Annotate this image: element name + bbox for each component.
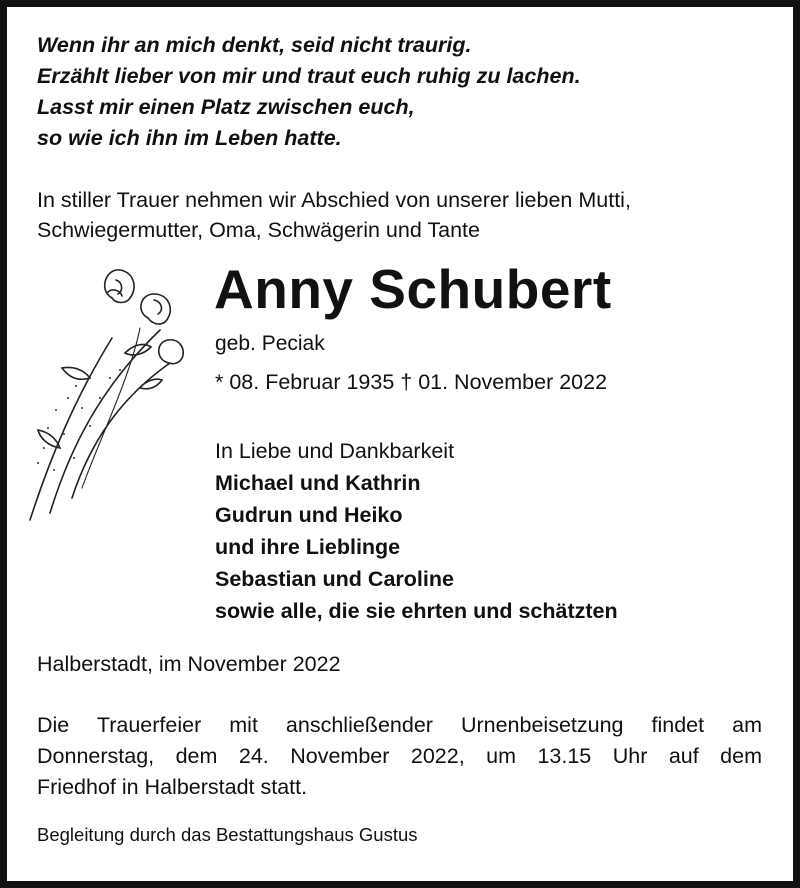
mourner-line: Michael und Kathrin bbox=[215, 471, 421, 495]
intro-line: Schwiegermutter, Oma, Schwägerin und Tante bbox=[37, 218, 480, 242]
ceremony-line: Donnerstag, dem 24. November 2022, um 13.15 Uhr auf dem bbox=[37, 744, 762, 768]
poem-line: Wenn ihr an mich denkt, seid nicht traurig. bbox=[37, 33, 472, 57]
maiden-name: geb. Peciak bbox=[215, 332, 325, 355]
mourner-line: Gudrun und Heiko bbox=[215, 503, 403, 527]
mourner-line: Sebastian und Caroline bbox=[215, 567, 454, 591]
mourners bbox=[215, 435, 618, 627]
life-dates: * 08. Februar 1935 † 01. November 2022 bbox=[215, 370, 608, 394]
place-date: Halberstadt, im November 2022 bbox=[37, 652, 341, 676]
mourner-line: sowie alle, die sie ehrten und schätzten bbox=[215, 599, 618, 623]
intro-line: In stiller Trauer nehmen wir Abschied von unserer lieben Mutti, bbox=[37, 188, 631, 212]
poem-line: Erzählt lieber von mir und traut euch ruhig zu lachen. bbox=[37, 64, 581, 88]
ceremony-info bbox=[37, 710, 762, 803]
intro-text bbox=[37, 185, 767, 245]
mourners-intro: In Liebe und Dankbarkeit bbox=[215, 439, 455, 463]
deceased-name: Anny Schubert bbox=[214, 258, 612, 320]
poem-line: so wie ich ihn im Leben hatte. bbox=[37, 126, 342, 150]
ceremony-line: Die Trauerfeier mit anschließender Urnenbeisetzung findet am bbox=[37, 713, 762, 737]
rose-icon bbox=[20, 258, 200, 528]
funeral-home: Begleitung durch das Bestattungshaus Gustus bbox=[37, 824, 418, 845]
poem bbox=[37, 30, 757, 154]
mourner-line: und ihre Lieblinge bbox=[215, 535, 401, 559]
ceremony-line: Friedhof in Halberstadt statt. bbox=[37, 775, 308, 799]
poem-line: Lasst mir einen Platz zwischen euch, bbox=[37, 95, 415, 119]
